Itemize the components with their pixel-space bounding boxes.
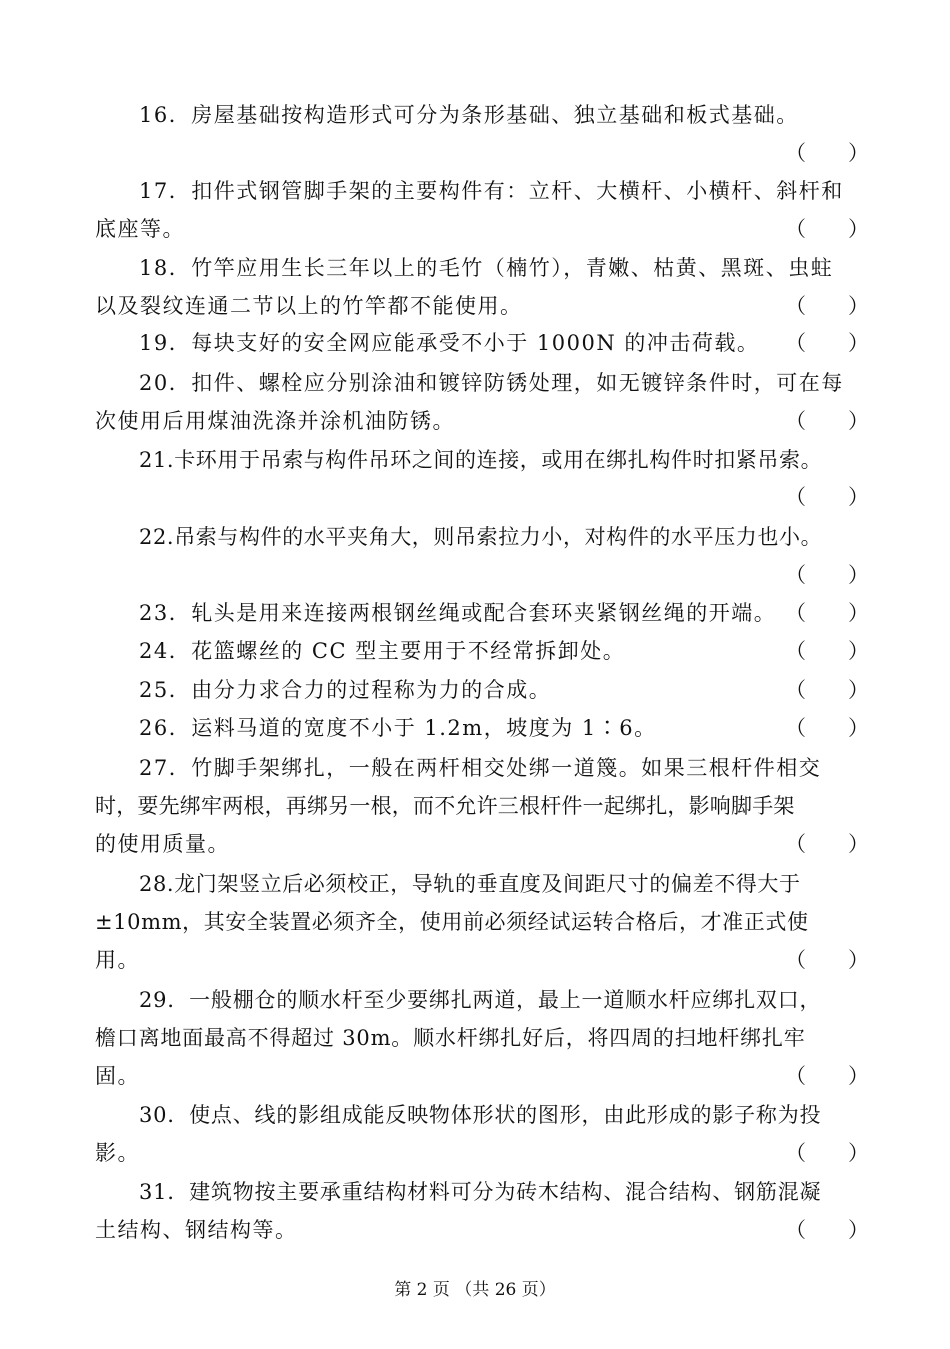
question-21-answer-blank: （ ） — [785, 485, 869, 509]
question-23-line-1: 23．轧头是用来连接两根钢丝绳或配合套环夹紧钢丝绳的开端。 — [139, 601, 777, 625]
question-29-answer-blank: （ ） — [785, 1064, 869, 1088]
question-20-answer-blank: （ ） — [785, 409, 869, 433]
question-25-line-1: 25．由分力求合力的过程称为力的合成。 — [139, 678, 552, 702]
question-30-answer-blank: （ ） — [785, 1141, 869, 1165]
question-28-line-3: 用。 — [95, 948, 140, 972]
question-19-line-1: 19．每块支好的安全网应能承受不小于 1000N 的冲击荷载。 — [139, 331, 760, 355]
question-25-answer-blank: （ ） — [785, 678, 869, 702]
question-16-answer-blank: （ ） — [785, 141, 869, 165]
question-20-line-1: 20．扣件、螺栓应分别涂油和镀锌防锈处理，如无镀锌条件时，可在每 — [139, 371, 844, 395]
question-31-line-2: 土结构、钢结构等。 — [95, 1218, 298, 1242]
question-26-line-1: 26．运料马道的宽度不小于 1.2m，坡度为 1∶6。 — [139, 716, 657, 740]
question-17-line-2: 底座等。 — [95, 217, 185, 241]
question-31-line-1: 31．建筑物按主要承重结构材料可分为砖木结构、混合结构、钢筋混凝 — [139, 1180, 822, 1204]
question-30-line-1: 30．使点、线的影组成能反映物体形状的图形，由此形成的影子称为投 — [139, 1103, 822, 1127]
question-20-line-2: 次使用后用煤油洗涤并涂机油防锈。 — [95, 409, 455, 433]
question-18-answer-blank: （ ） — [785, 294, 869, 318]
question-29-line-1: 29．一般棚仓的顺水杆至少要绑扎两道，最上一道顺水杆应绑扎双口， — [139, 988, 822, 1012]
question-18-line-1: 18．竹竿应用生长三年以上的毛竹（楠竹），青嫩、枯黄、黑斑、虫蛀 — [139, 256, 834, 280]
question-24-answer-blank: （ ） — [785, 639, 869, 663]
question-28-line-2: ±10mm，其安全装置必须齐全，使用前必须经试运转合格后，才准正式使 — [95, 910, 809, 934]
question-16-line-1: 16．房屋基础按构造形式可分为条形基础、独立基础和板式基础。 — [139, 103, 799, 127]
question-18-line-2: 以及裂纹连通二节以上的竹竿都不能使用。 — [95, 294, 523, 318]
question-28-answer-blank: （ ） — [785, 948, 869, 972]
question-29-line-3: 固。 — [95, 1064, 140, 1088]
question-28-line-1: 28.龙门架竖立后必须校正，导轨的垂直度及间距尺寸的偏差不得大于 — [139, 872, 801, 896]
question-27-line-1: 27．竹脚手架绑扎，一般在两杆相交处绑一道篾。如果三根杆件相交 — [139, 756, 822, 780]
question-22-line-1: 22.吊索与构件的水平夹角大，则吊索拉力小，对构件的水平压力也小。 — [139, 525, 823, 549]
question-23-answer-blank: （ ） — [785, 601, 869, 625]
question-31-answer-blank: （ ） — [785, 1218, 869, 1242]
question-30-line-2: 影。 — [95, 1141, 140, 1165]
question-17-line-1: 17．扣件式钢管脚手架的主要构件有：立杆、大横杆、小横杆、斜杆和 — [139, 179, 844, 203]
question-29-line-2: 檐口离地面最高不得超过 30m。顺水杆绑扎好后，将四周的扫地杆绑扎牢 — [95, 1026, 806, 1050]
page-footer: 第 2 页 （共 26 页） — [394, 1280, 556, 1300]
question-19-answer-blank: （ ） — [785, 331, 869, 355]
question-21-line-1: 21.卡环用于吊索与构件吊环之间的连接，或用在绑扎构件时扣紧吊索。 — [139, 448, 823, 472]
question-27-answer-blank: （ ） — [785, 832, 869, 856]
question-26-answer-blank: （ ） — [785, 716, 869, 740]
question-22-answer-blank: （ ） — [785, 563, 869, 587]
question-24-line-1: 24．花篮螺丝的 CC 型主要用于不经常拆卸处。 — [139, 639, 626, 663]
question-17-answer-blank: （ ） — [785, 217, 869, 241]
question-27-line-3: 的使用质量。 — [95, 832, 230, 856]
question-27-line-2: 时，要先绑牢两根，再绑另一根，而不允许三根杆件一起绑扎，影响脚手架 — [95, 794, 795, 818]
